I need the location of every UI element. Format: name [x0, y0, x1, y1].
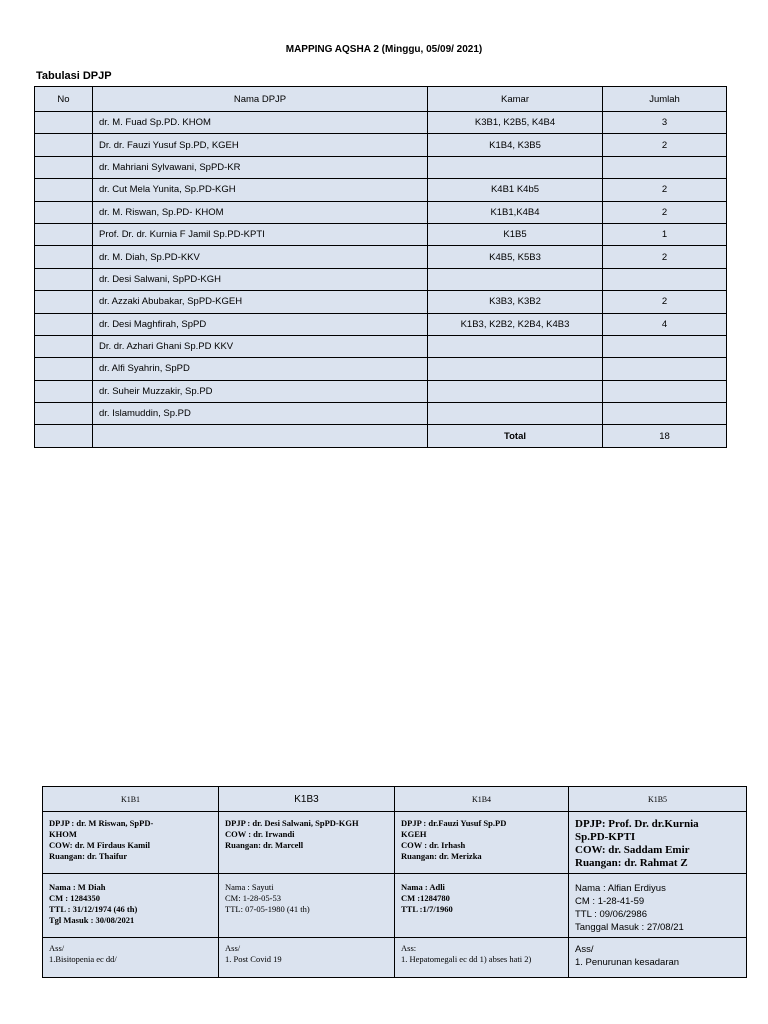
table-row [35, 313, 727, 335]
room-header-k1b4: K1B4 [395, 787, 569, 812]
room-cell-line: CM: 1-28-05-53 [225, 893, 281, 903]
cell-nama: dr. Desi Maghfirah, SpPD [93, 313, 428, 335]
cell-nama: Prof. Dr. dr. Kurnia F Jamil Sp.PD-KPTI [93, 223, 428, 245]
room-dpjp-row [43, 812, 747, 874]
cell-no [35, 112, 93, 134]
room-cell-line: Nama : M Diah [49, 882, 106, 892]
room-cell-line: Nama : Alfian Erdiyus [575, 883, 666, 894]
cell-kamar [428, 358, 603, 380]
cell-jumlah [603, 335, 727, 357]
table-row [35, 380, 727, 402]
room-cell-line: Ass/ [575, 944, 594, 955]
cell-jumlah [603, 403, 727, 425]
total-empty-nama [93, 425, 428, 447]
cell-kamar [428, 380, 603, 402]
table-row [35, 112, 727, 134]
room-cell-line: CM :1284780 [401, 893, 450, 903]
cell-nama: Dr. dr. Azhari Ghani Sp.PD KKV [93, 335, 428, 357]
room-ass-k1b3 [219, 938, 395, 978]
cell-kamar [428, 335, 603, 357]
room-patient-row [43, 874, 747, 938]
column-header-kamar: Kamar [428, 87, 603, 112]
cell-kamar: K3B3, K3B2 [428, 291, 603, 313]
room-header-k1b3: K1B3 [219, 787, 395, 812]
room-cell-line: Ruangan: dr. Merizka [401, 851, 482, 861]
cell-nama: Dr. dr. Fauzi Yusuf Sp.PD, KGEH [93, 134, 428, 156]
cell-jumlah: 2 [603, 246, 727, 268]
page-title: MAPPING AQSHA 2 (Minggu, 05/09/ 2021) [285, 44, 483, 55]
cell-no [35, 201, 93, 223]
cell-jumlah: 2 [603, 179, 727, 201]
cell-kamar: K1B5 [428, 223, 603, 245]
cell-nama: dr. Islamuddin, Sp.PD [93, 403, 428, 425]
table-row [35, 201, 727, 223]
cell-kamar: K4B5, K5B3 [428, 246, 603, 268]
room-cell-line: COW: dr. Saddam Emir [575, 844, 690, 856]
cell-jumlah: 2 [603, 201, 727, 223]
room-cell-line: DPJP: Prof. Dr. dr.Kurnia [575, 818, 699, 830]
room-ass-k1b5 [569, 938, 747, 978]
room-cell-line: DPJP : dr. Desi Salwani, SpPD-KGH [225, 818, 359, 828]
room-cell-line: Ruangan: dr. Thaifur [49, 851, 128, 861]
room-cell-line: 1. Penurunan kesadaran [575, 957, 680, 968]
room-cell-line: Ruangan: dr. Marcell [225, 840, 304, 850]
room-dpjp-k1b5 [569, 812, 747, 874]
room-ass-k1b4 [395, 938, 569, 978]
total-empty-no [35, 425, 93, 447]
cell-kamar: K4B1 K4b5 [428, 179, 603, 201]
room-cell-line: 1. Hepatomegali ec dd 1) abses hati 2) [401, 954, 532, 964]
cell-jumlah [603, 380, 727, 402]
room-patient-k1b3 [219, 874, 395, 938]
room-patient-k1b5 [569, 874, 747, 938]
room-cell-line: DPJP : dr. M Riswan, SpPD- [49, 818, 154, 828]
room-cell-line: Ass/ [49, 943, 65, 953]
cell-nama: dr. Alfi Syahrin, SpPD [93, 358, 428, 380]
table-row [35, 358, 727, 380]
room-patient-k1b4 [395, 874, 569, 938]
room-cell-line: TTL: 07-05-1980 (41 th) [225, 904, 310, 914]
dpjp-table [34, 86, 727, 448]
column-header-jumlah: Jumlah [603, 87, 727, 112]
room-cell-line: TTL : 31/12/1974 (46 th) [49, 904, 138, 914]
room-cell-line: COW : dr. Irhash [401, 840, 466, 850]
room-cell-line: Tanggal Masuk : 27/08/21 [575, 922, 684, 933]
cell-kamar: K1B3, K2B2, K2B4, K4B3 [428, 313, 603, 335]
cell-jumlah [603, 358, 727, 380]
column-header-nama: Nama DPJP [93, 87, 428, 112]
room-cell-line: Ass/ [225, 943, 241, 953]
cell-jumlah: 4 [603, 313, 727, 335]
room-cell-line: TTL : 09/06/2986 [575, 909, 648, 920]
cell-nama: dr. M. Riswan, Sp.PD- KHOM [93, 201, 428, 223]
cell-no [35, 223, 93, 245]
section-title: Tabulasi DPJP [36, 70, 112, 82]
cell-kamar [428, 403, 603, 425]
cell-jumlah: 2 [603, 291, 727, 313]
room-cell-line: CM : 1-28-41-59 [575, 896, 645, 907]
cell-jumlah: 1 [603, 223, 727, 245]
cell-no [35, 335, 93, 357]
cell-no [35, 179, 93, 201]
cell-kamar: K1B1,K4B4 [428, 201, 603, 223]
cell-nama: dr. Azzaki Abubakar, SpPD-KGEH [93, 291, 428, 313]
cell-jumlah: 3 [603, 112, 727, 134]
room-cell-line: 1. Post Covid 19 [225, 954, 282, 964]
cell-kamar: K1B4, K3B5 [428, 134, 603, 156]
table-row [35, 134, 727, 156]
room-cell-line: CM : 1284350 [49, 893, 100, 903]
cell-nama: dr. Mahriani Sylvawani, SpPD-KR [93, 156, 428, 178]
room-dpjp-k1b1 [43, 812, 219, 874]
cell-no [35, 358, 93, 380]
cell-nama: dr. Desi Salwani, SpPD-KGH [93, 268, 428, 290]
cell-kamar: K3B1, K2B5, K4B4 [428, 112, 603, 134]
table-row [35, 156, 727, 178]
cell-no [35, 268, 93, 290]
total-value: 18 [603, 425, 727, 447]
room-cell-line: DPJP : dr.Fauzi Yusuf Sp.PD [401, 818, 507, 828]
total-row [35, 425, 727, 447]
table-row [35, 179, 727, 201]
table-header-row [35, 87, 727, 112]
cell-jumlah [603, 156, 727, 178]
cell-no [35, 380, 93, 402]
room-cell-line: 1.Bisitopenia ec dd/ [49, 954, 117, 964]
room-ass-k1b1 [43, 938, 219, 978]
room-cell-line: KGEH [401, 829, 427, 839]
room-cell-line: KHOM [49, 829, 77, 839]
cell-no [35, 134, 93, 156]
column-header-no: No [35, 87, 93, 112]
cell-nama: dr. Cut Mela Yunita, Sp.PD-KGH [93, 179, 428, 201]
room-header-row [43, 787, 747, 812]
room-header-k1b1: K1B1 [43, 787, 219, 812]
room-cell-line: COW : dr. Irwandi [225, 829, 295, 839]
room-assessment-row [43, 938, 747, 978]
cell-no [35, 246, 93, 268]
room-table [42, 786, 747, 978]
cell-no [35, 156, 93, 178]
table-row [35, 246, 727, 268]
room-cell-line: COW: dr. M Firdaus Kamil [49, 840, 150, 850]
table-row [35, 291, 727, 313]
cell-no [35, 291, 93, 313]
room-dpjp-k1b3 [219, 812, 395, 874]
cell-no [35, 403, 93, 425]
cell-kamar [428, 156, 603, 178]
table-row [35, 335, 727, 357]
room-cell-line: Tgl Masuk : 30/08/2021 [49, 915, 135, 925]
cell-jumlah: 2 [603, 134, 727, 156]
table-row [35, 403, 727, 425]
cell-nama: dr. Suheir Muzzakir, Sp.PD [93, 380, 428, 402]
room-cell-line: TTL :1/7/1960 [401, 904, 453, 914]
cell-kamar [428, 268, 603, 290]
table-row [35, 268, 727, 290]
cell-jumlah [603, 268, 727, 290]
room-cell-line: Ass: [401, 943, 417, 953]
room-cell-line: Sp.PD-KPTI [575, 831, 636, 843]
cell-no [35, 313, 93, 335]
room-dpjp-k1b4 [395, 812, 569, 874]
room-header-k1b5: K1B5 [569, 787, 747, 812]
room-cell-line: Nama : Adli [401, 882, 445, 892]
cell-nama: dr. M. Fuad Sp.PD. KHOM [93, 112, 428, 134]
total-label: Total [428, 425, 603, 447]
table-row [35, 223, 727, 245]
room-patient-k1b1 [43, 874, 219, 938]
room-cell-line: Ruangan: dr. Rahmat Z [575, 857, 688, 869]
cell-nama: dr. M. Diah, Sp.PD-KKV [93, 246, 428, 268]
room-cell-line: Nama : Sayuti [225, 882, 274, 892]
